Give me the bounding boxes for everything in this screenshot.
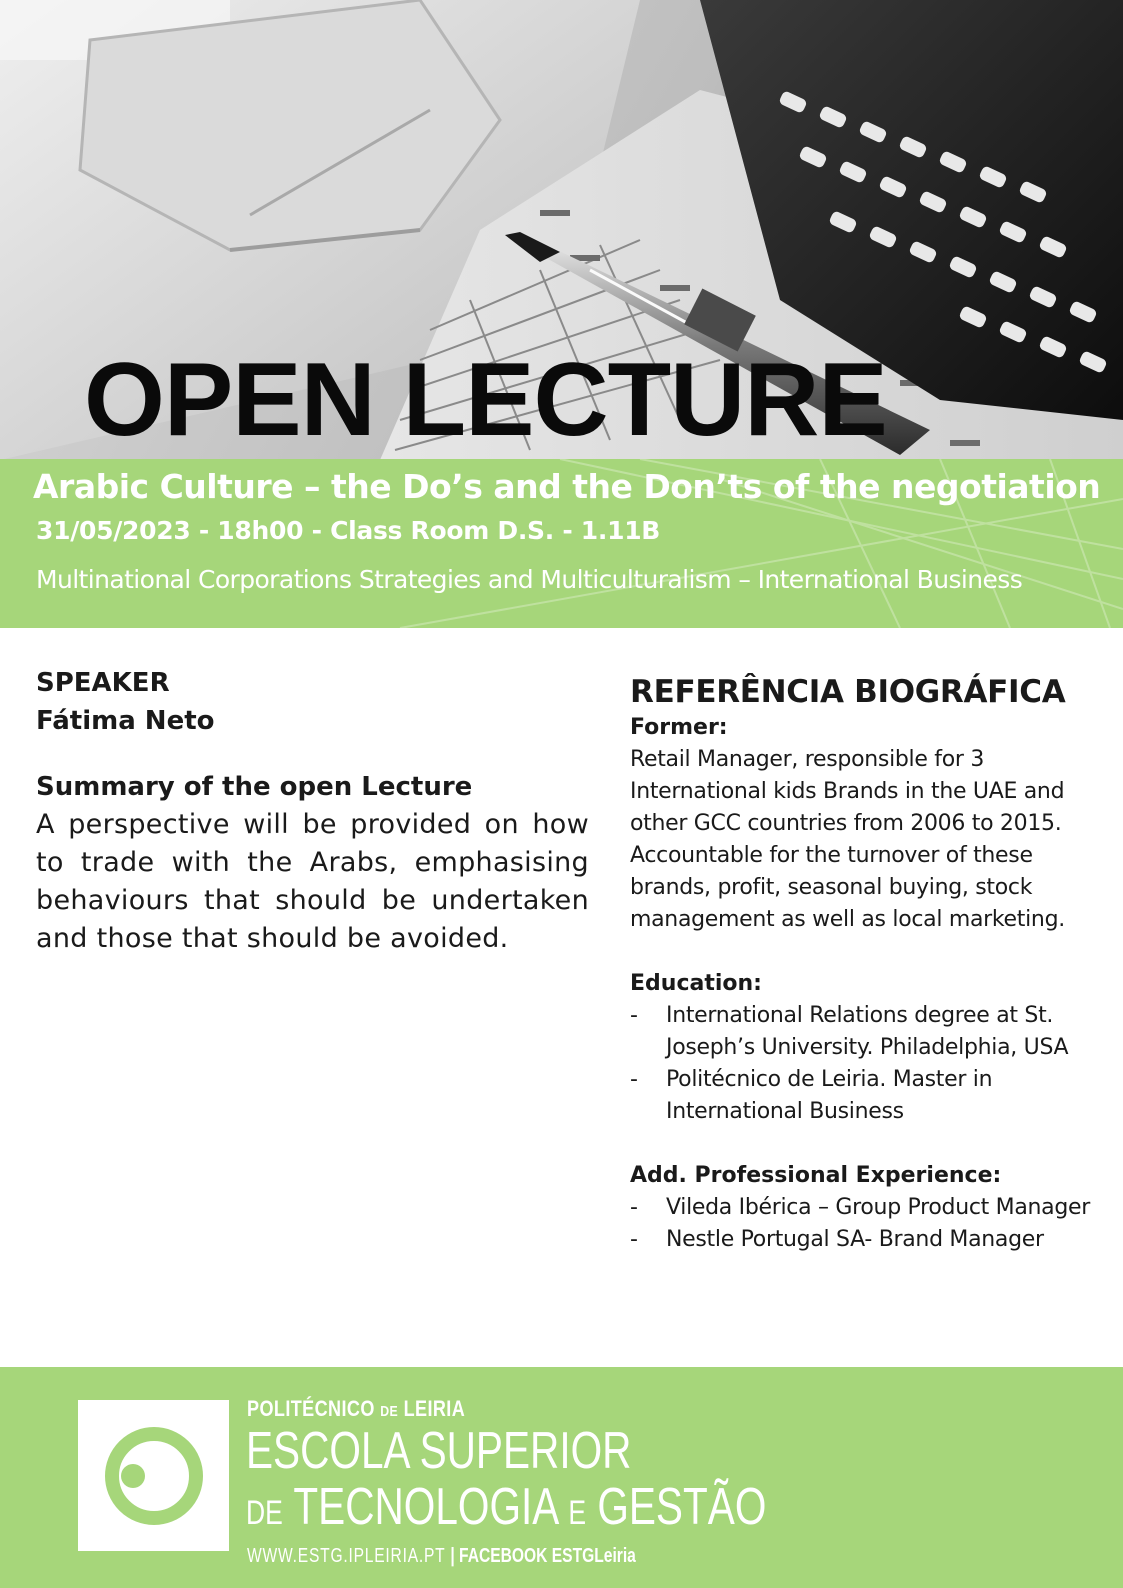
footer <box>0 1367 1123 1588</box>
list-item <box>630 1192 1110 1224</box>
education-item: International Relations degree at St. Joseph’s University. Philadelphia, USA <box>666 1003 1069 1060</box>
event-banner <box>0 459 1123 628</box>
bio-section <box>630 672 1110 1256</box>
speaker-name: Fátima Neto <box>36 706 215 736</box>
dash-bullet: - <box>630 1003 638 1028</box>
dash-bullet: - <box>630 1067 638 1092</box>
headline-open-lecture: OPEN LECTURE <box>84 342 887 458</box>
education-label: Education: <box>630 971 762 996</box>
speaker-label: SPEAKER <box>36 668 170 698</box>
summary-title: Summary of the open Lecture <box>36 772 473 802</box>
list-item <box>630 1000 1110 1064</box>
course-name: Multinational Corporations Strategies and Multiculturalism – International Business <box>36 565 1023 594</box>
experience-item: Vileda Ibérica – Group Product Manager <box>666 1195 1091 1220</box>
experience-item: Nestle Portugal SA- Brand Manager <box>666 1227 1044 1252</box>
education-item: Politécnico de Leiria. Master in International Business <box>666 1067 993 1124</box>
eye-logo-icon <box>78 1400 229 1551</box>
summary-text: A perspective will be provided on how to trade with the Arabs, emphasising behaviours that should be undertaken and those that should be avoided. <box>36 809 589 954</box>
experience-label: Add. Professional Experience: <box>630 1163 1002 1188</box>
school-name-line2: DE TECNOLOGIA E GESTÃO <box>246 1478 767 1536</box>
dash-bullet: - <box>630 1195 638 1220</box>
school-name-line1: ESCOLA SUPERIOR <box>246 1422 632 1480</box>
list-item <box>630 1224 1110 1256</box>
date-time-location: 31/05/2023 - 18h00 - Class Room D.S. - 1.11B <box>36 516 661 545</box>
footer-links <box>247 1545 636 1568</box>
dash-bullet: - <box>630 1227 638 1252</box>
facebook-link[interactable]: | FACEBOOK ESTGLeiria <box>450 1545 636 1567</box>
website-link[interactable]: WWW.ESTG.IPLEIRIA.PT <box>247 1545 446 1567</box>
former-label: Former: <box>630 715 728 740</box>
former-text: Retail Manager, responsible for 3 International kids Brands in the UAE and other GCC countries from 2006 to 2015. Accountable for the turnover of these brands, profit, seasonal buying, stock management as well as local marketing. <box>630 747 1065 932</box>
polytechnic-name: POLITÉCNICO DE LEIRIA <box>247 1396 466 1421</box>
lecture-title: Arabic Culture – the Do’s and the Don’ts of the negotiation <box>33 467 1101 506</box>
education-list <box>630 1000 1110 1128</box>
speaker-section <box>36 664 589 958</box>
school-logo <box>78 1400 229 1551</box>
experience-list <box>630 1192 1110 1256</box>
bio-title: REFERÊNCIA BIOGRÁFICA <box>630 674 1066 710</box>
hero-photo <box>0 0 1123 460</box>
list-item <box>630 1064 1110 1128</box>
